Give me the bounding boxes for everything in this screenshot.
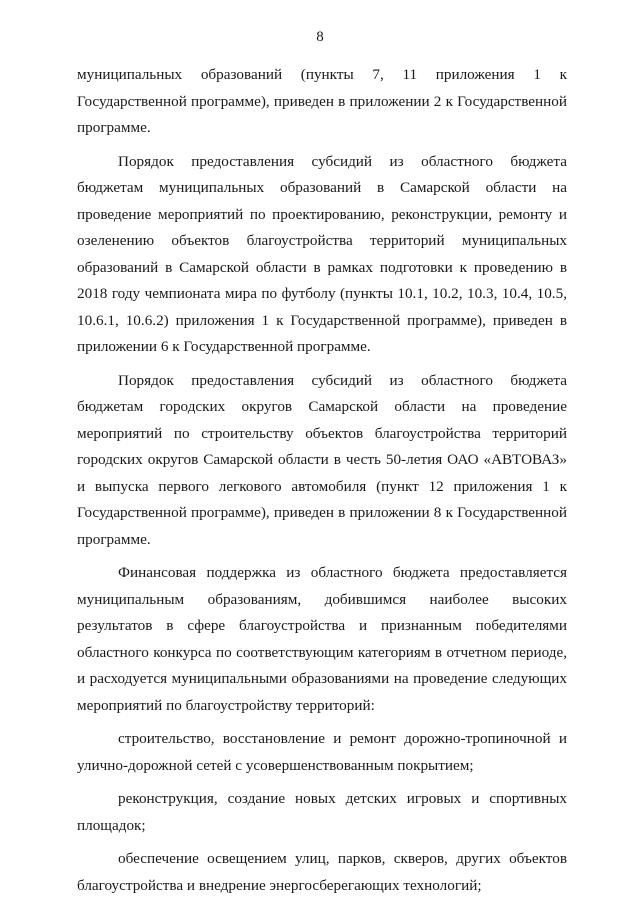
paragraph-2: Порядок предоставления субсидий из областного бюджета бюджетам муниципальных образований в Самарской области на проведение мероприятий по проектированию, реконструкции, ремонту и озеленению объектов благоустройства территорий муниципальных образований в Самарской области в рамках подготовки к проведению в 2018 году чемпионата мира по футболу (пункты 10.1, 10.2, 10.3, 10.4, 10.5, 10.6.1, 10.6.2) приложения 1 к Государственной программе), приведен в приложении 6 к Государственной программе. xyxy=(77,152,567,355)
paragraph-3: Порядок предоставления субсидий из областного бюджета бюджетам городских округов Самарской области на проведение мероприятий по строительству объектов благоустройства территорий городских округов Самарской области в честь 50-летия ОАО «АВТОВАЗ» и выпуска первого легкового автомобиля (пункт 12 приложения 1 к Государственной программе), приведен в приложении 8 к Государственной программе. xyxy=(77,371,567,548)
paragraph-1: муниципальных образований (пункты 7, 11 приложения 1 к Государственной программе), приведен в приложении 2 к Государственной программе. xyxy=(77,66,567,136)
list-item-1: строительство, восстановление и ремонт дорожно-тропиночной и улично-дорожной сетей с усовершенствованным покрытием; xyxy=(77,730,567,774)
list-item-3: обеспечение освещением улиц, парков, скверов, других объектов благоустройства и внедрение энергосберегающих технологий; xyxy=(77,850,567,894)
page-number: 8 xyxy=(316,29,324,45)
list-item-2: реконструкция, создание новых детских игровых и спортивных площадок; xyxy=(77,790,567,834)
document-body xyxy=(77,62,567,906)
paragraph-4: Финансовая поддержка из областного бюджета предоставляется муниципальным образованиям, добившимся наиболее высоких результатов в сфере благоустройства и признанным победителями областного конкурса по соответствующим категориям в отчетном периоде, и расходуется муниципальными образованиями на проведение следующих мероприятий по благоустройству территорий: xyxy=(77,564,567,714)
